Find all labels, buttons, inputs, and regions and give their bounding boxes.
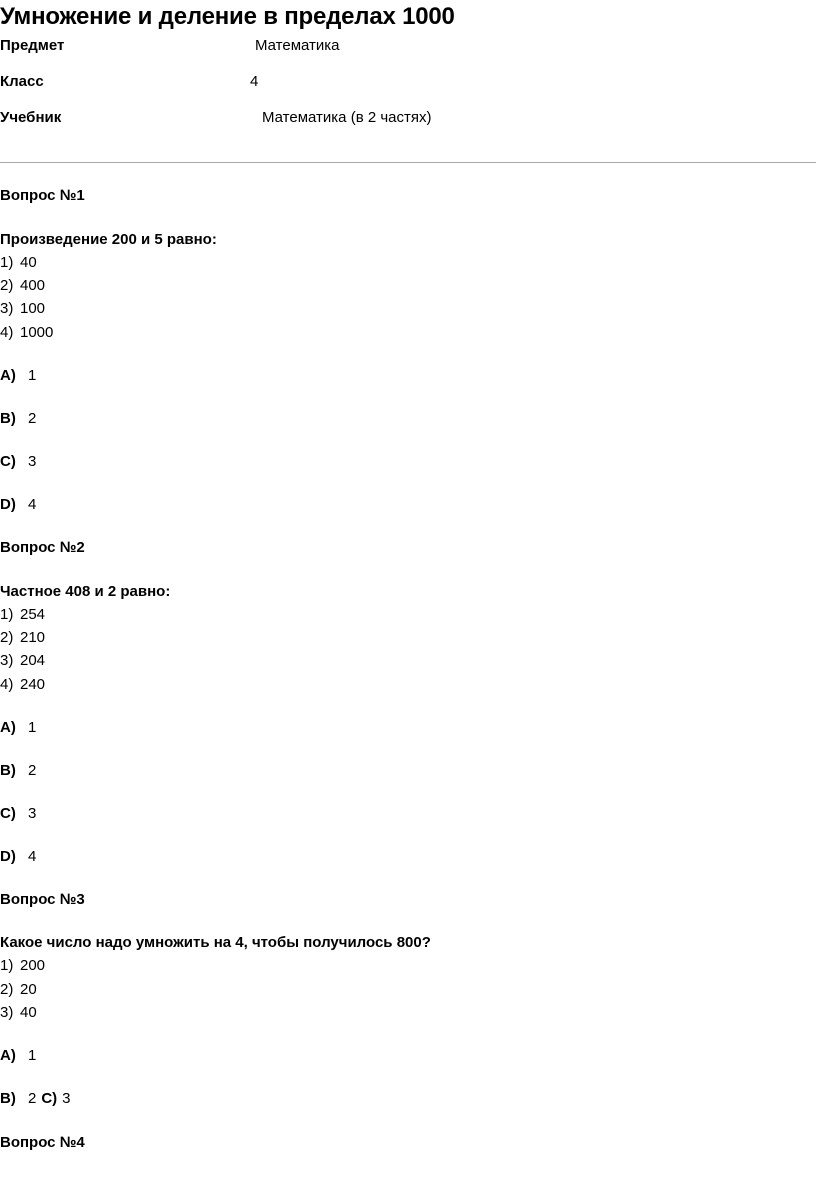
question-heading-4: Вопрос №4 — [0, 1134, 85, 1151]
answer-value[interactable]: 3 — [62, 1090, 71, 1107]
answer-row-b-c — [0, 1090, 71, 1107]
option-value: 40 — [20, 1004, 37, 1021]
option-value: 200 — [20, 957, 46, 974]
subject-value: Математика — [255, 37, 340, 54]
answer-value: 1 — [28, 719, 37, 736]
option-value: 254 — [20, 606, 46, 623]
answer-choice-a[interactable] — [0, 719, 36, 736]
option-item — [0, 254, 37, 271]
answer-choice-a[interactable] — [0, 367, 36, 384]
question-heading-2: Вопрос №2 — [0, 539, 85, 556]
option-value: 240 — [20, 676, 46, 693]
option-item — [0, 1004, 37, 1021]
option-item — [0, 300, 45, 317]
answer-letter: A) — [0, 719, 16, 736]
option-value: 40 — [20, 254, 37, 271]
option-item — [0, 957, 45, 974]
option-value: 400 — [20, 277, 46, 294]
answer-choice-b[interactable] — [0, 410, 36, 427]
answer-choice-d[interactable] — [0, 848, 36, 865]
answer-letter: D) — [0, 496, 16, 513]
answer-value: 1 — [28, 1047, 37, 1064]
answer-value: 3 — [28, 453, 37, 470]
option-number: 3) — [0, 1004, 14, 1021]
textbook-value: Математика (в 2 частях) — [262, 109, 432, 126]
answer-letter: D) — [0, 848, 16, 865]
answer-value: 4 — [28, 496, 37, 513]
answer-value: 2 — [28, 762, 37, 779]
option-item — [0, 629, 45, 646]
grade-value: 4 — [250, 73, 259, 90]
answer-choice-c[interactable] — [0, 805, 36, 822]
page-title: Умножение и деление в пределах 1000 — [0, 3, 455, 30]
option-item — [0, 676, 45, 693]
answer-letter: B) — [0, 410, 16, 427]
option-number: 4) — [0, 324, 14, 341]
question-text-1: Произведение 200 и 5 равно: — [0, 231, 217, 248]
option-value: 1000 — [20, 324, 54, 341]
answer-choice-d[interactable] — [0, 496, 36, 513]
answer-choice-a[interactable] — [0, 1047, 36, 1064]
answer-value: 1 — [28, 367, 37, 384]
option-item — [0, 606, 45, 623]
subject-label: Предмет — [0, 37, 65, 54]
answer-letter: A) — [0, 1047, 16, 1064]
option-number: 2) — [0, 629, 14, 646]
option-value: 100 — [20, 300, 46, 317]
answer-letter: C) — [0, 453, 16, 470]
textbook-label: Учебник — [0, 109, 62, 126]
option-value: 20 — [20, 981, 37, 998]
option-item — [0, 652, 45, 669]
answer-choice-c[interactable] — [0, 453, 36, 470]
answer-letter[interactable]: B) — [0, 1090, 16, 1107]
option-item — [0, 324, 53, 341]
option-number: 4) — [0, 676, 14, 693]
question-text-2: Частное 408 и 2 равно: — [0, 583, 171, 600]
answer-letter: B) — [0, 762, 16, 779]
option-value: 210 — [20, 629, 46, 646]
answer-value: 4 — [28, 848, 37, 865]
option-value: 204 — [20, 652, 46, 669]
option-number: 3) — [0, 652, 14, 669]
option-number: 2) — [0, 277, 14, 294]
answer-value: 3 — [28, 805, 37, 822]
answer-letter[interactable]: C) — [41, 1090, 58, 1107]
option-number: 1) — [0, 606, 14, 623]
option-item — [0, 981, 37, 998]
option-number: 1) — [0, 957, 14, 974]
option-number: 2) — [0, 981, 14, 998]
question-text-3: Какое число надо умножить на 4, чтобы получилось 800? — [0, 934, 431, 951]
answer-value[interactable]: 2 — [28, 1090, 37, 1107]
option-number: 3) — [0, 300, 14, 317]
answer-choice-b[interactable] — [0, 762, 36, 779]
grade-label: Класс — [0, 73, 44, 90]
question-heading-3: Вопрос №3 — [0, 891, 85, 908]
option-number: 1) — [0, 254, 14, 271]
answer-value: 2 — [28, 410, 37, 427]
answer-letter: A) — [0, 367, 16, 384]
divider — [0, 162, 816, 163]
option-item — [0, 277, 45, 294]
answer-letter: C) — [0, 805, 16, 822]
question-heading-1: Вопрос №1 — [0, 187, 85, 204]
